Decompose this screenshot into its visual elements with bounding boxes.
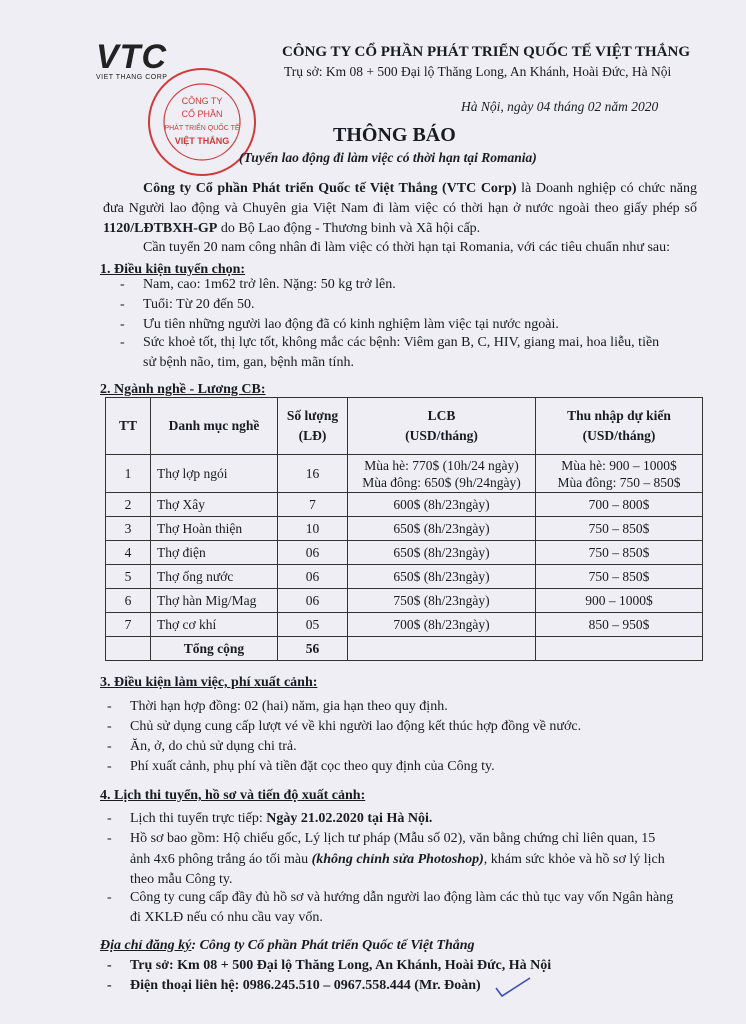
cell-job: Thợ điện [151,541,278,565]
list-item-text: Sức khoẻ tốt, thị lực tốt, không mắc các bệnh: Viêm gan B, C, HIV, giang mai, hoa liễu, tiền [143,335,660,350]
table-row [106,517,703,541]
registration-line [100,936,475,956]
registration-hq: Trụ sở: Km 08 + 500 Đại lộ Thăng Long, An Khánh, Hoài Đức, Hà Nội [130,958,552,973]
section-1-heading: 1. Điều kiện tuyển chọn: [100,262,246,277]
cell-tt: 2 [106,493,151,517]
list-item-continuation: sử bệnh não, tim, gan, bệnh mãn tính. [143,355,354,370]
table-row [106,541,703,565]
document-subtitle: (Tuyển lao động đi làm việc có thời hạn tại Romania) [239,150,537,165]
intro-company: Công ty Cổ phần Phát triển Quốc tế Việt Thắng (VTC Corp) [143,181,517,196]
list-item-text: Thời hạn hợp đồng: 02 (hai) năm, gia hạn theo quy định. [130,699,448,714]
list-item: - Lịch thi tuyển trực tiếp: Ngày 21.02.2020 tại Hà Nội. [107,811,433,826]
registration-label: Địa chỉ đăng ký [100,938,192,953]
list-item: - Sức khoẻ tốt, thị lực tốt, không mắc các bệnh: Viêm gan B, C, HIV, giang mai, hoa liễu, tiền [120,335,660,350]
list-item-continuation: theo mẫu Công ty. [130,872,233,887]
list-item-text: Nam, cao: 1m62 trở lên. Nặng: 50 kg trở lên. [143,277,396,292]
logo-text: VTC [96,38,167,76]
list-item-text: Ưu tiên những người lao động đã có kinh nghiệm làm việc tại nước ngoài. [143,317,559,332]
document-date: Hà Nội, ngày 04 tháng 02 năm 2020 [461,99,659,114]
cell-tt: 5 [106,565,151,589]
intro-text-1: là Doanh nghiệp có chức năng đưa Người lao động và Chuyên gia Việt Nam đi làm việc có thời hạn ở nước ngoài theo giấy phép số [103,181,697,216]
cell-lcb: 650$ (8h/23ngày) [348,541,536,565]
cell-qty: 06 [278,589,348,613]
cell-income: 750 – 850$ [536,565,703,589]
list-item-text: Hồ sơ bao gồm: Hộ chiếu gốc, Lý lịch tư pháp (Mẫu số 02), văn bằng chứng chỉ liên quan, 15 [130,831,656,846]
list-item: - Nam, cao: 1m62 trở lên. Nặng: 50 kg trở lên. [120,277,396,292]
table-row [106,613,703,637]
cell-job: Thợ Hoàn thiện [151,517,278,541]
list-item-text: Phí xuất cảnh, phụ phí và tiền đặt cọc theo quy định của Công ty. [130,759,495,774]
total-label: Tổng cộng [151,637,278,661]
registration-colon: : [191,938,200,953]
license-number: 1120/LĐTBXH-GP [103,221,218,236]
company-address: Trụ sở: Km 08 + 500 Đại lộ Thăng Long, An Khánh, Hoài Đức, Hà Nội [284,64,672,79]
docs-text: , khám sức khỏe và hồ sơ lý lịch [483,852,665,867]
intro-text-2: do Bộ Lao động - Thương binh và Xã hội cấp. [217,221,481,236]
cell-income: Mùa hè: 900 – 1000$ Mùa đông: 750 – 850$ [536,455,703,493]
list-item-text: Chủ sử dụng cung cấp lượt vé về khi người lao động kết thúc hợp đồng về nước. [130,719,582,734]
cell-tt: 1 [106,455,151,493]
cell-lcb: Mùa hè: 770$ (10h/24 ngày) Mùa đông: 650$ (9h/24ngày) [348,455,536,493]
total-value: 56 [278,637,348,661]
company-name: CÔNG TY CỔ PHẦN PHÁT TRIỂN QUỐC TẾ VIỆT THẮNG [282,44,691,60]
cell-qty: 7 [278,493,348,517]
recruitment-need: Cần tuyển 20 nam công nhân đi làm việc có thời hạn tại Romania, với các tiêu chuẩn như sau: [143,240,671,255]
cell-lcb: 750$ (8h/23ngày) [348,589,536,613]
cell-lcb: 650$ (8h/23ngày) [348,565,536,589]
header-lcb: LCB (USD/tháng) [348,398,536,455]
stamp-line: CỔ PHẦN [181,109,223,119]
section-3-heading: 3. Điều kiện làm việc, phí xuất cảnh: [100,675,318,690]
cell-lcb: 700$ (8h/23ngày) [348,613,536,637]
intro-paragraph [103,179,697,239]
cell-income: 750 – 850$ [536,541,703,565]
header-income: Thu nhập dự kiến (USD/tháng) [536,398,703,455]
cell-tt: 3 [106,517,151,541]
exam-date: Ngày 21.02.2020 tại Hà Nội. [266,811,433,826]
cell-tt: 6 [106,589,151,613]
list-item: - Hồ sơ bao gồm: Hộ chiếu gốc, Lý lịch tư pháp (Mẫu số 02), văn bằng chứng chỉ liên quan, 15 [107,831,656,846]
list-item: - Chủ sử dụng cung cấp lượt vé về khi người lao động kết thúc hợp đồng về nước. [107,719,582,734]
cell-qty: 05 [278,613,348,637]
list-item-continuation: đi XKLĐ nếu có nhu cầu vay vốn. [130,910,323,925]
table-total-row [106,637,703,661]
section-2-heading: 2. Ngành nghề - Lương CB: [100,382,266,397]
cell-income: 750 – 850$ [536,517,703,541]
header-tt: TT [106,398,151,455]
table-header-row [106,398,703,455]
document-title: THÔNG BÁO [333,124,456,146]
header-job: Danh mục nghề [151,398,278,455]
list-item-text: Công ty cung cấp đầy đủ hồ sơ và hướng dẫn người lao động làm các thủ tục vay vốn Ngân hàng [130,890,674,905]
registration-company: Công ty Cổ phần Phát triển Quốc tế Việt Thắng [199,938,475,953]
cell-job: Thợ lợp ngói [151,455,278,493]
exam-label: Lịch thi tuyển trực tiếp: [130,811,267,826]
cell-qty: 10 [278,517,348,541]
check-mark-icon [494,976,534,1000]
section-4-heading: 4. Lịch thi tuyển, hồ sơ và tiến độ xuất cảnh: [100,788,366,803]
header-qty: Số lượng (LĐ) [278,398,348,455]
cell-qty: 06 [278,565,348,589]
list-item: - Công ty cung cấp đầy đủ hồ sơ và hướng dẫn người lao động làm các thủ tục vay vốn Ngân hàng [107,890,674,905]
cell-income: 850 – 950$ [536,613,703,637]
list-item: - Ưu tiên những người lao động đã có kinh nghiệm làm việc tại nước ngoài. [120,317,559,332]
cell-tt: 4 [106,541,151,565]
list-item-continuation [130,850,665,870]
cell-job: Thợ ống nước [151,565,278,589]
docs-text: ảnh 4x6 phông trắng áo tối màu [130,852,312,867]
stamp-line: VIỆT THẮNG [174,136,230,146]
cell-qty: 06 [278,541,348,565]
cell-lcb: 650$ (8h/23ngày) [348,517,536,541]
cell-tt: 7 [106,613,151,637]
cell-job: Thợ hàn Mig/Mag [151,589,278,613]
cell-job: Thợ cơ khí [151,613,278,637]
list-item: - Phí xuất cảnh, phụ phí và tiền đặt cọc theo quy định của Công ty. [107,759,495,774]
cell-lcb: 600$ (8h/23ngày) [348,493,536,517]
cell-income: 700 – 800$ [536,493,703,517]
list-item: - Trụ sở: Km 08 + 500 Đại lộ Thăng Long, An Khánh, Hoài Đức, Hà Nội [107,958,552,973]
table-row [106,565,703,589]
list-item: - Tuổi: Từ 20 đến 50. [120,297,255,312]
list-item: - Điện thoại liên hệ: 0986.245.510 – 0967.558.444 (Mr. Đoàn) [107,978,481,993]
table-row [106,455,703,493]
table-row [106,589,703,613]
stamp-line: CÔNG TY [181,96,223,106]
cell-income: 900 – 1000$ [536,589,703,613]
docs-emphasis: (không chỉnh sửa Photoshop) [311,852,484,867]
list-item-text: Ăn, ở, do chủ sử dụng chi trả. [130,739,297,754]
stamp-line: PHÁT TRIỂN QUỐC TẾ [164,125,240,132]
list-item: - Thời hạn hợp đồng: 02 (hai) năm, gia hạn theo quy định. [107,699,448,714]
cell-qty: 16 [278,455,348,493]
table-row [106,493,703,517]
registration-phone: Điện thoại liên hệ: 0986.245.510 – 0967.558.444 (Mr. Đoàn) [130,978,481,993]
cell-job: Thợ Xây [151,493,278,517]
logo-subtext: VIET THANG CORP [96,74,168,81]
list-item-text: Tuổi: Từ 20 đến 50. [143,297,255,312]
jobs-table [105,397,703,661]
list-item: - Ăn, ở, do chủ sử dụng chi trả. [107,739,297,754]
